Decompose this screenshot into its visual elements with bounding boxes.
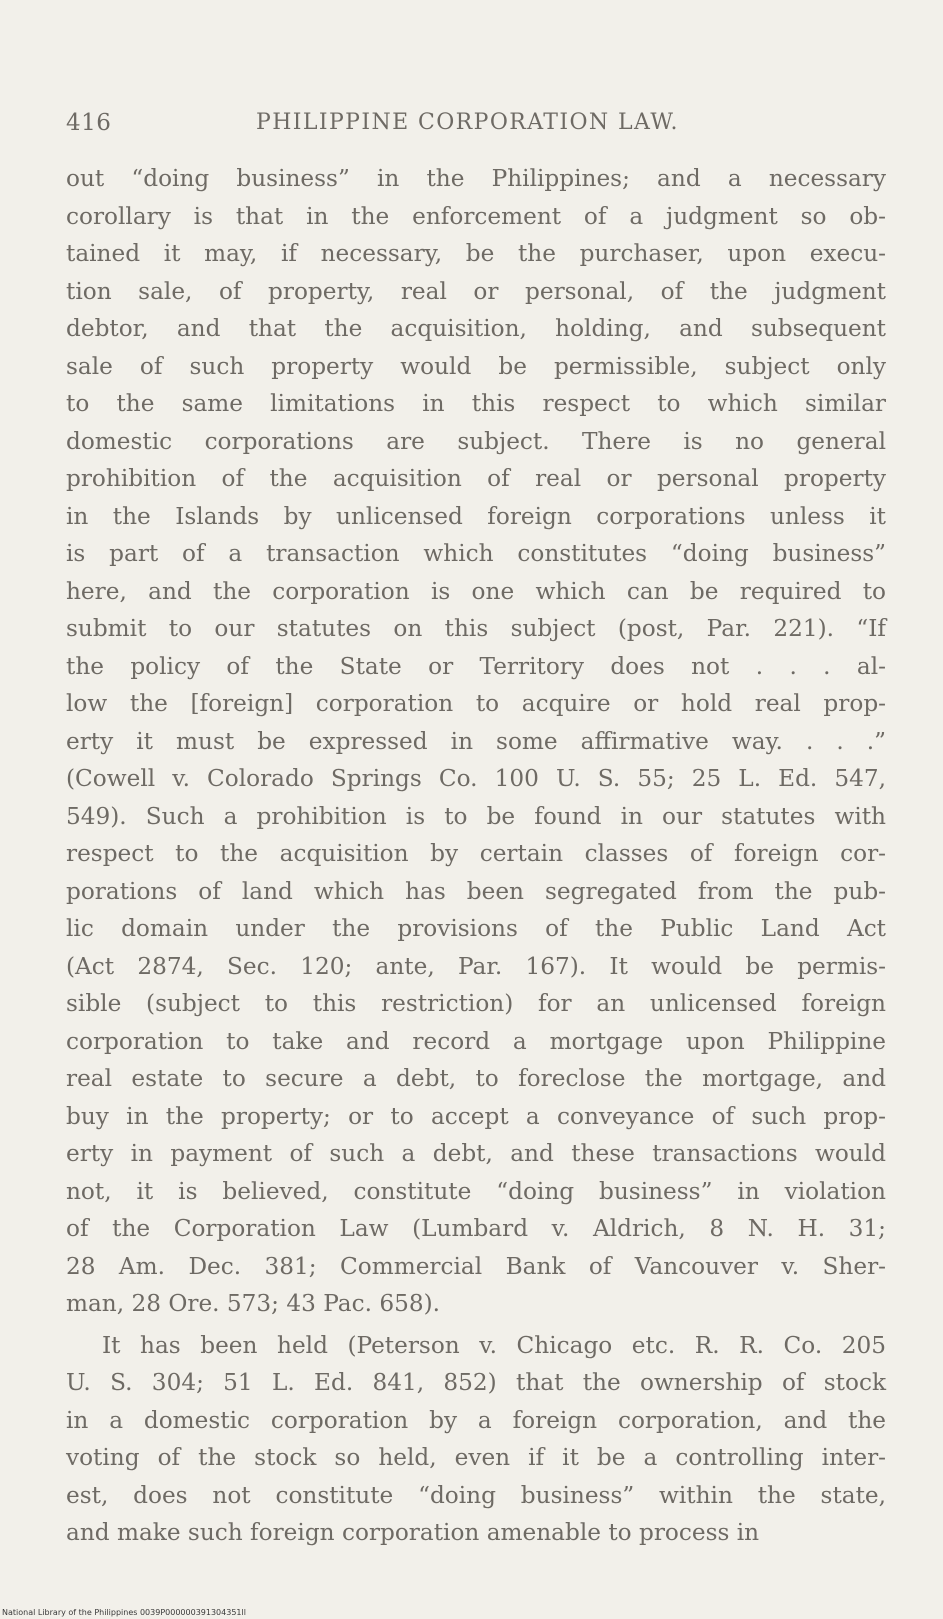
digitization-credit: National Library of the Philippines 0039P000000391304351ll	[2, 1608, 246, 1617]
text-line: 28 Am. Dec. 381; Commercial Bank of Vancouver v. Sher-	[66, 1252, 886, 1280]
text-line: not, it is believed, constitute “doing business” in violation	[66, 1177, 886, 1205]
text-line: buy in the property; or to accept a conveyance of such prop-	[66, 1102, 886, 1130]
text-line: is part of a transaction which constitutes “doing business”	[66, 540, 886, 567]
text-line: domestic corporations are subject. There is no general	[66, 427, 886, 455]
text-line: erty it must be expressed in some affirmative way. . . .”	[66, 727, 886, 755]
text-line: (Act 2874, Sec. 120; ante, Par. 167). It would be permis-	[66, 952, 886, 980]
text-line: sale of such property would be permissible, subject only	[66, 352, 886, 380]
text-line: real estate to secure a debt, to foreclose the mortgage, and	[66, 1065, 886, 1092]
text-line: est, does not constitute “doing business” within the state,	[66, 1481, 886, 1509]
text-line: erty in payment of such a debt, and these transactions would	[66, 1140, 886, 1167]
text-line: It has been held (Peterson v. Chicago etc. R. R. Co. 205	[102, 1331, 886, 1359]
text-line: corporation to take and record a mortgage upon Philippine	[66, 1027, 886, 1055]
text-line: tion sale, of property, real or personal, of the judgment	[66, 277, 886, 305]
text-line: respect to the acquisition by certain classes of foreign cor-	[66, 840, 886, 867]
text-line: 549). Such a prohibition is to be found in our statutes with	[66, 802, 886, 830]
body-text	[66, 160, 886, 1552]
text-line: voting of the stock so held, even if it be a controlling inter-	[66, 1444, 886, 1471]
text-line: out “doing business” in the Philippines; and a necessary	[66, 165, 886, 192]
text-line: lic domain under the provisions of the Public Land Act	[66, 915, 886, 942]
text-line: low the [foreign] corporation to acquire or hold real prop-	[66, 690, 886, 717]
text-line: in a domestic corporation by a foreign corporation, and the	[66, 1406, 886, 1434]
text-line: submit to our statutes on this subject (post, Par. 221). “If	[66, 615, 886, 642]
paragraph	[66, 160, 886, 1323]
text-line: prohibition of the acquisition of real or personal property	[66, 465, 886, 492]
page-number: 416	[66, 110, 112, 136]
text-line: U. S. 304; 51 L. Ed. 841, 852) that the ownership of stock	[66, 1369, 886, 1396]
text-line: in the Islands by unlicensed foreign corporations unless it	[66, 502, 886, 530]
text-line: corollary is that in the enforcement of a judgment so ob-	[66, 202, 886, 230]
running-title: PHILIPPINE CORPORATION LAW.	[256, 110, 679, 135]
paragraph	[66, 1327, 886, 1552]
text-line: of the Corporation Law (Lumbard v. Aldrich, 8 N. H. 31;	[66, 1215, 886, 1242]
text-line: debtor, and that the acquisition, holding, and subsequent	[66, 315, 886, 342]
text-line: and make such foreign corporation amenable to process in	[66, 1519, 760, 1546]
text-line: sible (subject to this restriction) for an unlicensed foreign	[66, 990, 886, 1017]
text-line: porations of land which has been segregated from the pub-	[66, 877, 886, 905]
text-line: here, and the corporation is one which can be required to	[66, 577, 886, 605]
text-line: (Cowell v. Colorado Springs Co. 100 U. S. 55; 25 L. Ed. 547,	[66, 765, 886, 792]
text-line: the policy of the State or Territory does not . . . al-	[66, 652, 886, 680]
page-header	[66, 110, 886, 142]
text-line: to the same limitations in this respect to which similar	[66, 390, 886, 417]
text-line: tained it may, if necessary, be the purchaser, upon execu-	[66, 240, 886, 267]
text-line: man, 28 Ore. 573; 43 Pac. 658).	[66, 1290, 441, 1317]
